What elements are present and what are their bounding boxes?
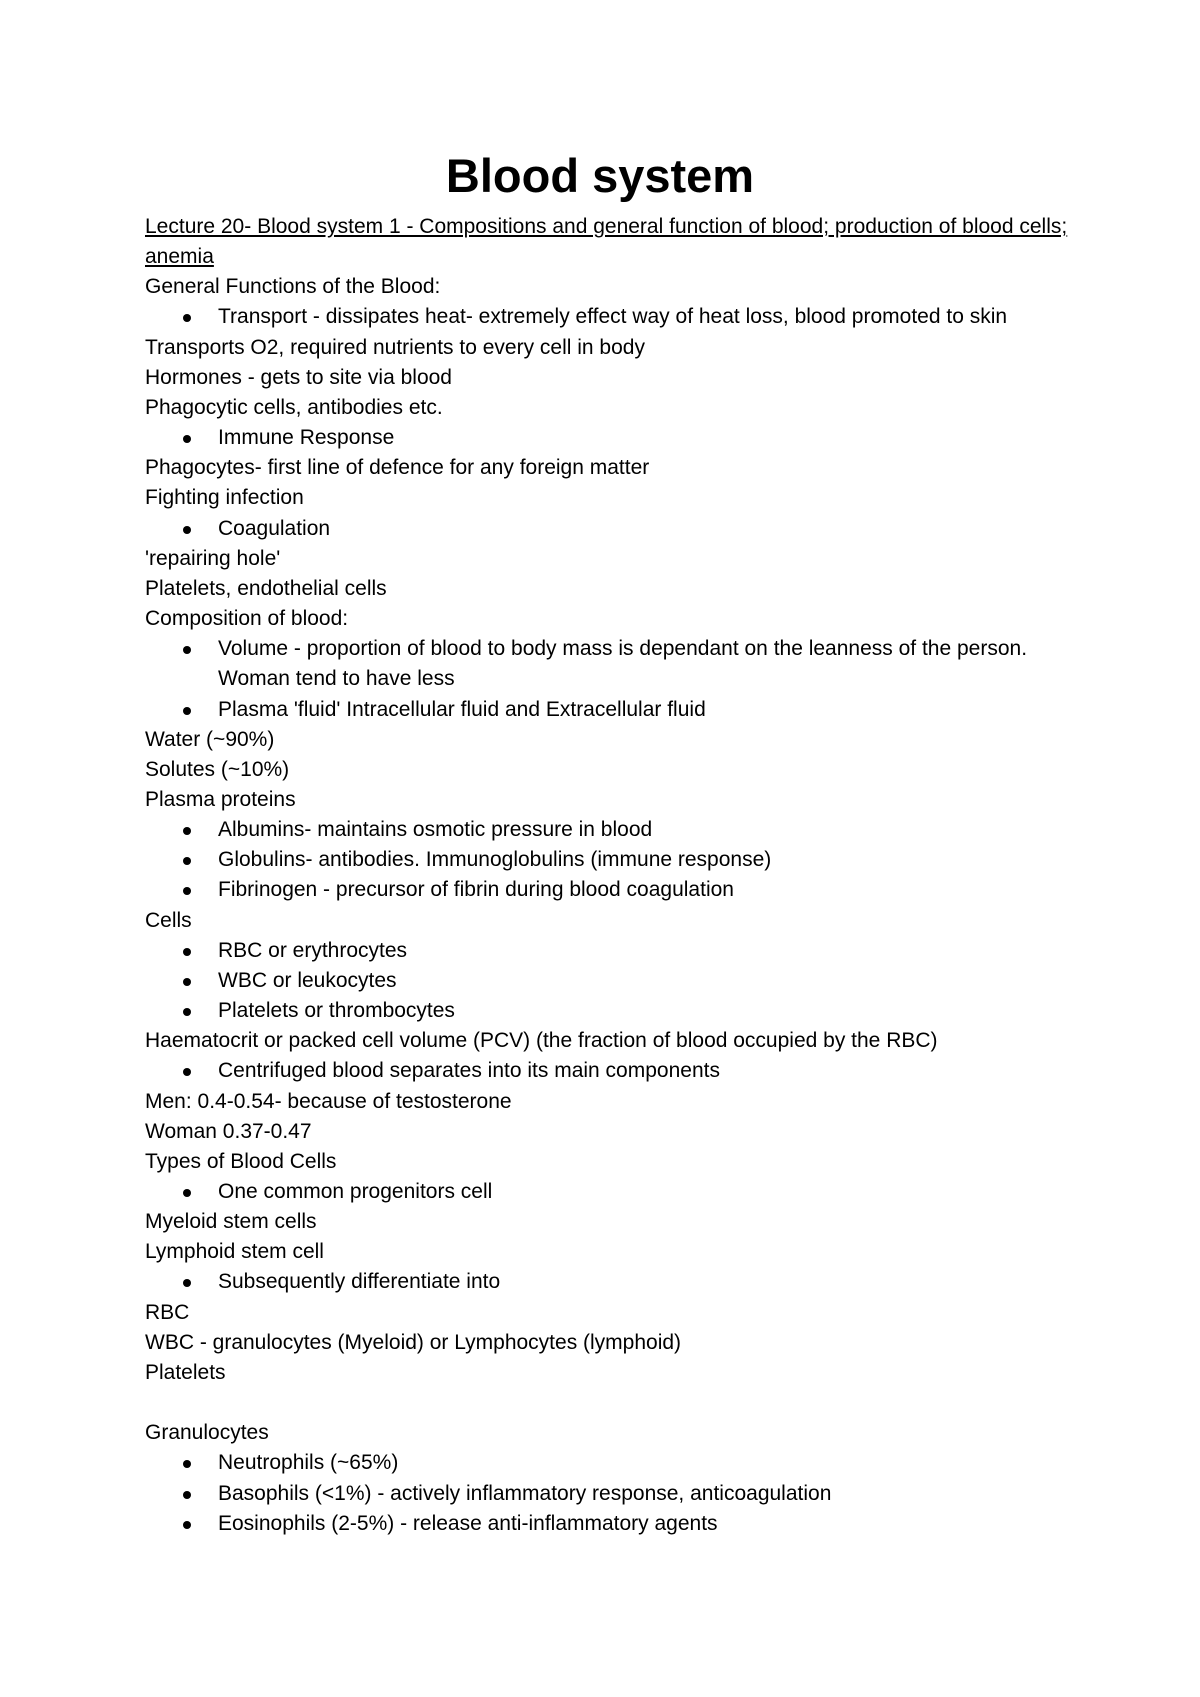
bullet-text: Globulins- antibodies. Immunoglobulins (immune response) xyxy=(218,848,772,872)
bullet-item xyxy=(145,996,1075,1026)
bullet-item xyxy=(145,1056,1075,1086)
text-line: Water (~90%) xyxy=(145,727,275,751)
text-line: Platelets, endothelial cells xyxy=(145,576,387,600)
bullet-dot-icon xyxy=(183,1279,191,1287)
bullet-item xyxy=(145,815,1075,845)
bullet-item xyxy=(145,966,1075,996)
bullet-item xyxy=(145,1267,1075,1297)
bullet-dot-icon xyxy=(183,1068,191,1076)
text-line: Solutes (~10%) xyxy=(145,757,290,781)
bullet-item xyxy=(145,875,1075,905)
bullet-item xyxy=(145,1448,1075,1478)
text-line: Hormones - gets to site via blood xyxy=(145,365,452,389)
bullet-dot-icon xyxy=(183,646,191,654)
text-line: Plasma proteins xyxy=(145,787,296,811)
text-line: Granulocytes xyxy=(145,1421,269,1445)
bullet-item xyxy=(145,514,1075,544)
bullet-text: Transport - dissipates heat- extremely effect way of heat loss, blood promoted to skin xyxy=(218,305,1008,329)
text-line: Transports O2, required nutrients to every cell in body xyxy=(145,335,645,359)
bullet-text: Subsequently differentiate into xyxy=(218,1270,501,1294)
bullet-text: Centrifuged blood separates into its main components xyxy=(218,1059,720,1083)
text-line: General Functions of the Blood: xyxy=(145,275,441,299)
bullet-dot-icon xyxy=(183,707,191,715)
bullet-item xyxy=(145,936,1075,966)
text-line: Platelets xyxy=(145,1360,226,1384)
bullet-dot-icon xyxy=(183,526,191,534)
bullet-dot-icon xyxy=(183,1521,191,1529)
bullet-text: Volume - proportion of blood to body mass is dependant on the leanness of the person. Woman tend to have less xyxy=(218,637,1028,691)
bullet-dot-icon xyxy=(183,978,191,986)
text-line: RBC xyxy=(145,1300,190,1324)
bullet-dot-icon xyxy=(183,948,191,956)
bullet-item xyxy=(145,845,1075,875)
text-line: Phagocytes- first line of defence for any foreign matter xyxy=(145,456,650,480)
lecture-subtitle: Lecture 20- Blood system 1 - Compositions and general function of blood; production of blood cells; anemia xyxy=(145,215,1068,269)
bullet-dot-icon xyxy=(183,1008,191,1016)
text-line: Fighting infection xyxy=(145,486,304,510)
bullet-dot-icon xyxy=(183,1460,191,1468)
bullet-text: RBC or erythrocytes xyxy=(218,938,408,962)
bullet-dot-icon xyxy=(183,435,191,443)
page-title: Blood system xyxy=(445,149,755,202)
bullet-text: Plasma 'fluid' Intracellular fluid and Extracellular fluid xyxy=(218,697,706,721)
text-line: Woman 0.37-0.47 xyxy=(145,1119,312,1143)
text-line: Cells xyxy=(145,908,192,932)
bullet-text: Immune Response xyxy=(218,426,395,450)
text-line: Composition of blood: xyxy=(145,607,349,631)
bullet-dot-icon xyxy=(183,827,191,835)
bullet-dot-icon xyxy=(183,857,191,865)
text-line: Men: 0.4-0.54- because of testosterone xyxy=(145,1089,512,1113)
bullet-item xyxy=(145,695,1075,725)
bullet-text: Eosinophils (2-5%) - release anti-inflammatory agents xyxy=(218,1511,718,1535)
bullet-text: WBC or leukocytes xyxy=(218,968,397,992)
text-line: 'repairing hole' xyxy=(145,546,281,570)
bullet-text: Fibrinogen - precursor of fibrin during blood coagulation xyxy=(218,878,734,902)
text-line: WBC - granulocytes (Myeloid) or Lymphocytes (lymphoid) xyxy=(145,1330,682,1354)
bullet-text: Neutrophils (~65%) xyxy=(218,1451,399,1475)
bullet-text: Albumins- maintains osmotic pressure in blood xyxy=(218,818,653,842)
bullet-item xyxy=(145,1177,1075,1207)
bullet-item xyxy=(145,1509,1075,1539)
text-line: Types of Blood Cells xyxy=(145,1149,337,1173)
bullet-dot-icon xyxy=(183,1189,191,1197)
text-line: Lymphoid stem cell xyxy=(145,1240,324,1264)
bullet-dot-icon xyxy=(183,1491,191,1499)
bullet-text: Basophils (<1%) - actively inflammatory response, anticoagulation xyxy=(218,1481,832,1505)
bullet-dot-icon xyxy=(183,887,191,895)
document-body xyxy=(145,212,1075,1539)
bullet-text: Coagulation xyxy=(218,516,331,540)
text-line: Haematocrit or packed cell volume (PCV) (the fraction of blood occupied by the RBC) xyxy=(145,1029,938,1053)
bullet-item xyxy=(145,302,1075,332)
blank-line xyxy=(145,1388,1075,1418)
text-line: Phagocytic cells, antibodies etc. xyxy=(145,395,443,419)
text-line: Myeloid stem cells xyxy=(145,1210,317,1234)
bullet-dot-icon xyxy=(183,314,191,322)
bullet-text: One common progenitors cell xyxy=(218,1180,493,1203)
bullet-text: Platelets or thrombocytes xyxy=(218,999,455,1023)
bullet-item xyxy=(145,634,1075,694)
bullet-item xyxy=(145,1479,1075,1509)
bullet-item xyxy=(145,423,1075,453)
